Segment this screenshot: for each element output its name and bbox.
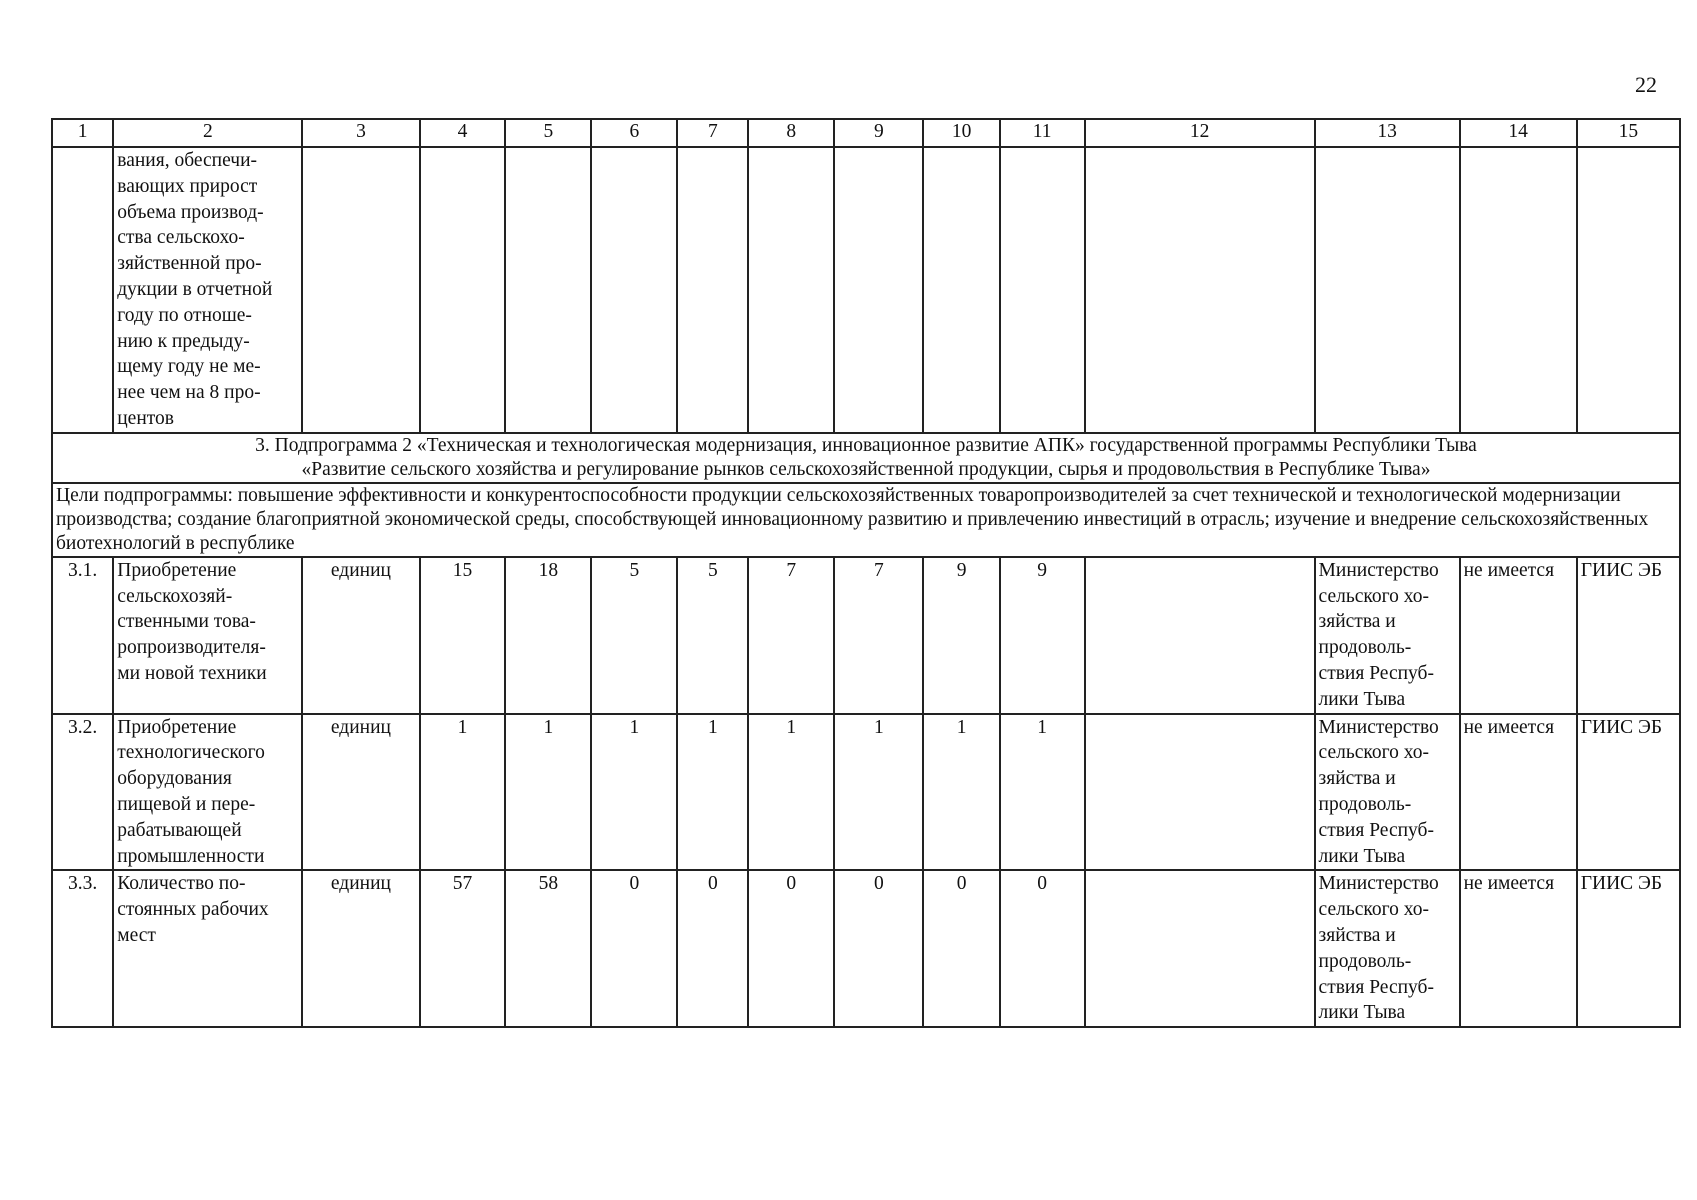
subprogram-goals: Цели подпрограммы: повышение эффективности и конкурентоспособности продукции сельскохозяйственных товаропроизводителей за счет технической и технологической модернизации производства; создание благоприятной экономической среды, способствующей инновационному развитию и привлечению инвестиций в отрасль; изучение и внедрение сельскохозяйственных биотехнологий в республике <box>52 483 1680 557</box>
value-cell: 0 <box>834 870 923 1027</box>
column-header: 12 <box>1085 119 1315 147</box>
responsible-organization-cell: Министерство сельского хо- зяйства и продоволь- ствия Респуб- лики Тыва <box>1315 714 1460 871</box>
value-cell: 58 <box>505 870 591 1027</box>
section-title-row <box>52 433 1680 483</box>
value-cell: 5 <box>677 557 748 714</box>
indicator-name-cell: вания, обеспечи- вающих прирост объема производ- ства сельскохо- зяйственной про- дукции в отчетной году по отноше- нию к предыду- щему году не ме- нее чем на 8 про- центов <box>113 147 302 433</box>
row-number: 3.1. <box>52 557 113 714</box>
cell-empty <box>748 147 834 433</box>
value-cell: 57 <box>420 870 506 1027</box>
column-header: 10 <box>923 119 999 147</box>
value-cell: 1 <box>834 714 923 871</box>
column-header: 13 <box>1315 119 1460 147</box>
column-header: 3 <box>302 119 419 147</box>
value-cell: 0 <box>1000 870 1085 1027</box>
goals-row <box>52 483 1680 557</box>
column-12-cell <box>1085 870 1315 1027</box>
value-cell: 1 <box>923 714 999 871</box>
responsible-organization-cell: Министерство сельского хо- зяйства и продоволь- ствия Респуб- лики Тыва <box>1315 557 1460 714</box>
column-header: 2 <box>113 119 302 147</box>
value-cell: 1 <box>748 714 834 871</box>
column-12-cell <box>1085 557 1315 714</box>
data-source-cell: ГИИС ЭБ <box>1577 714 1680 871</box>
column-header: 9 <box>834 119 923 147</box>
value-cell: 1 <box>505 714 591 871</box>
value-cell: 7 <box>834 557 923 714</box>
cell-number <box>52 147 113 433</box>
column-header: 1 <box>52 119 113 147</box>
cell-empty <box>1315 147 1460 433</box>
cell-empty <box>1460 147 1577 433</box>
column-header: 4 <box>420 119 506 147</box>
value-cell: 9 <box>923 557 999 714</box>
section-title: 3. Подпрограмма 2 «Техническая и технологическая модернизация, инновационное развитие АПК» государственной программы Республики Тыва «Развитие сельского хозяйства и регулирование рынков сельскохозяйственной продукции, сырья и продовольствия в Республике Тыва» <box>52 433 1680 483</box>
column-14-cell: не имеется <box>1460 557 1577 714</box>
table-row <box>52 714 1680 871</box>
table-row <box>52 557 1680 714</box>
cell-empty <box>505 147 591 433</box>
unit-cell: единиц <box>302 557 419 714</box>
column-12-cell <box>1085 714 1315 871</box>
indicator-name-cell: Приобретение сельскохозяй- ственными това- ропроизводителя- ми новой техники <box>113 557 302 714</box>
column-header: 15 <box>1577 119 1680 147</box>
unit-cell: единиц <box>302 714 419 871</box>
table-row <box>52 870 1680 1027</box>
value-cell: 5 <box>591 557 677 714</box>
cell-empty <box>1000 147 1085 433</box>
column-header: 5 <box>505 119 591 147</box>
data-source-cell: ГИИС ЭБ <box>1577 870 1680 1027</box>
column-number-row <box>52 119 1680 147</box>
column-header: 11 <box>1000 119 1085 147</box>
value-cell: 0 <box>748 870 834 1027</box>
value-cell: 0 <box>677 870 748 1027</box>
value-cell: 9 <box>1000 557 1085 714</box>
indicator-name-cell: Количество по- стоянных рабочих мест <box>113 870 302 1027</box>
column-header: 6 <box>591 119 677 147</box>
value-cell: 15 <box>420 557 506 714</box>
value-cell: 1 <box>591 714 677 871</box>
indicator-name-cell: Приобретение технологического оборудования пищевой и пере- рабатывающей промышленности <box>113 714 302 871</box>
column-14-cell: не имеется <box>1460 870 1577 1027</box>
page-number: 22 <box>1635 72 1657 97</box>
value-cell: 0 <box>591 870 677 1027</box>
value-cell: 1 <box>1000 714 1085 871</box>
row-number: 3.2. <box>52 714 113 871</box>
table-row-continuation <box>52 147 1680 433</box>
value-cell: 7 <box>748 557 834 714</box>
unit-cell: единиц <box>302 870 419 1027</box>
row-number: 3.3. <box>52 870 113 1027</box>
value-cell: 1 <box>677 714 748 871</box>
cell-empty <box>677 147 748 433</box>
cell-empty <box>834 147 923 433</box>
value-cell: 18 <box>505 557 591 714</box>
responsible-organization-cell: Министерство сельского хо- зяйства и продоволь- ствия Респуб- лики Тыва <box>1315 870 1460 1027</box>
column-header: 14 <box>1460 119 1577 147</box>
column-header: 7 <box>677 119 748 147</box>
cell-empty <box>591 147 677 433</box>
data-source-cell: ГИИС ЭБ <box>1577 557 1680 714</box>
cell-empty <box>420 147 506 433</box>
cell-empty <box>302 147 419 433</box>
value-cell: 1 <box>420 714 506 871</box>
column-14-cell: не имеется <box>1460 714 1577 871</box>
column-header: 8 <box>748 119 834 147</box>
indicators-table <box>51 118 1681 1028</box>
cell-empty <box>1577 147 1680 433</box>
value-cell: 0 <box>923 870 999 1027</box>
cell-empty <box>923 147 999 433</box>
cell-empty <box>1085 147 1315 433</box>
